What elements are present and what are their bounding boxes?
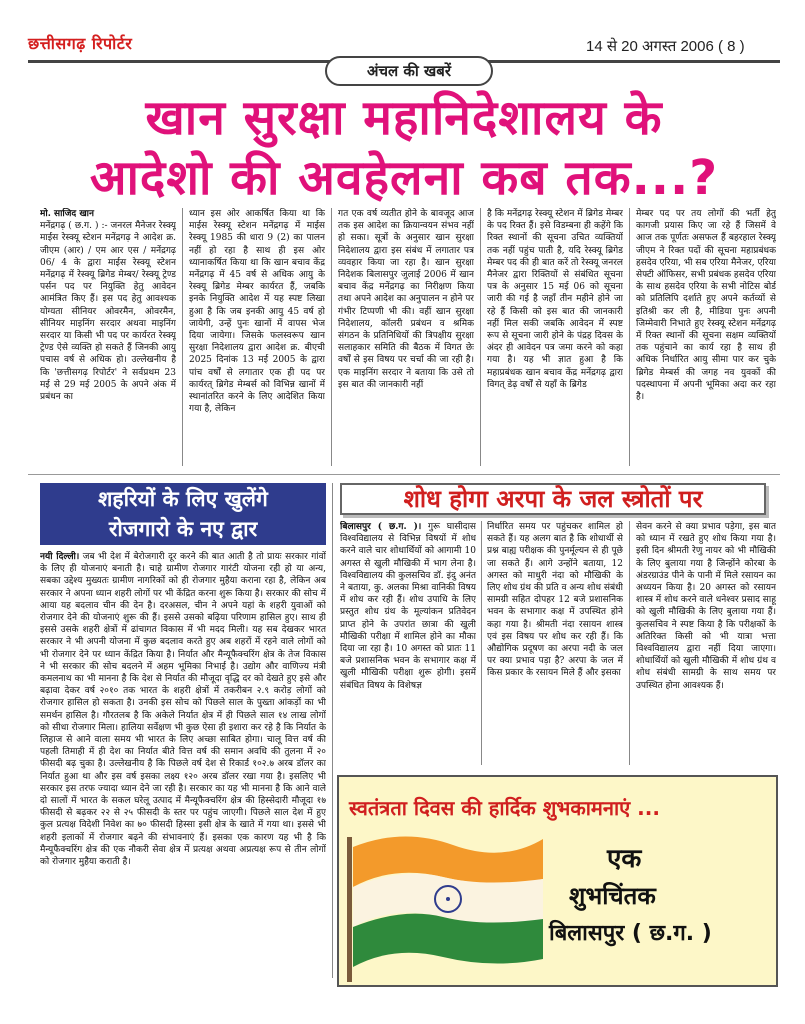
article1-byline: मो. साजिद खान — [40, 209, 95, 219]
issue-date-page: 14 से 20 अगस्त 2006 ( 8 ) — [586, 38, 745, 55]
article3-dateline: बिलासपुर ( छ.ग. )। — [340, 522, 422, 532]
article3-col-1-text: गुरू घासीदास विश्वविद्यालय से विभिन्न विषयों में शोध करने वाले चार शोधार्थियों को आगामी 10 अगस्त से खुली मौखिकी में भाग लेना है। विश्वविद्यालय की कुलसचिव डॉ. इंदु अनंत ने बताया, कु. अलका मिश्रा वानिकी विषय में शोध कर रही हैं। शोध उपाधि के लिए प्रस्तुत शोध ग्रंथ के मूल्यांकन प्रतिवेदन प्राप्त होने के उपरांत छात्रा की खुली मौखिकी परीक्षा में शामिल होने का मौका दिया जा रहा है। 10 अगस्त को प्रातः 11 बजे प्रशासनिक भवन के सभागार कक्ष में खुली मौखिकी परीक्षा शुरू होगी। इसमें संबंधित विषय के विशेषज्ञ — [340, 522, 476, 691]
article3-col-2: निर्धारित समय पर पहुंचकर शामिल हो सकते हैं। यह अलग बात है कि शोधार्थी से प्रश्न बाह्य परीक्षक की पुनर्मूल्यन से ही पूछे जा सकते हैं। आगे उन्होंने बताया, 12 अगस्त को माधुरी नंदा को मौखिकी के लिए शोध ग्रंथ की प्रति व अन्य शोध संबंधी सामग्री सहित दोपहर 12 बजे प्रशासनिक भवन के सभागार कक्ष में उपस्थित होने कहा गया है। श्रीमती नंदा रसायन शास्त्र एवं इस विषय पर शोध कर रही हैं। कि औद्योगिक प्रदूषण का अरपा नदी के जल पर क्या प्रभाव पड़ा है? अरपा के जल में किस प्रकार के रसायन मिले हैं और इसका — [487, 522, 623, 679]
column-divider — [182, 208, 183, 466]
article1-col-1 — [40, 208, 176, 466]
column-divider — [481, 521, 482, 765]
article2-title-banner — [40, 483, 326, 545]
indian-flag-icon — [343, 827, 543, 982]
article1-col-1-text: मनेंद्रगढ़ ( छ.ग. ) :- जनरल मैनेजर रेस्क्यू माईस रेस्क्यू स्टेशन मनेंद्रगढ़ ने आदेश क्र. जीएम (आर) / एम आर एस / मनेंद्रगढ़ 06/ 4 के द्वारा माईस रेस्क्यू स्टेशन मनेंद्रगढ़ में रेस्क्यू ब्रिगेड मेम्बर/ रेस्क्यू ट्रेण्ड पर्सन पद पर नियुक्ति हेतु आवेदन आमंत्रित किए हैं। इस पद हेतु आवश्यक योग्यता सीनियर ओवरमैन, ओवरमैन, सीनियर माइनिंग सरदार अथवा माइनिंग सरदार या किसी भी पद पर कार्यरत रेस्क्यू ट्रेण्ड ऐसे व्यक्ति हो सकते हैं जिनकी आयु पचास वर्ष से अधिक हो। उल्लेखनीय है कि 'छत्तीसगढ़ रिपोर्टर' ने सर्वप्रथम 23 मई से 29 मई 2005 के अपने अंक में प्रबंधन का — [40, 221, 176, 403]
column-divider — [629, 521, 630, 765]
article1-col-2: ध्यान इस ओर आकर्षित किया था कि माईस रेस्क्यू स्टेशन मनेंद्रगढ़ में माईस रेस्क्यू 1985 की धारा 9 (2) का पालन नहीं हो रहा है साथ ही इस ओर ध्यानाकर्षित किया था कि खान बचाव केंद्र मनेंद्रगढ़ में 45 वर्ष से अधिक आयु के रेस्क्यू ब्रिगेड मेम्बर कार्यरत हैं, जबकि इनके नियुक्ति आदेश में यह स्पष्ट लिखा हुआ है कि जब इनकी आयु 45 वर्ष हो जायेगी, उन्हें पुनः खानों में वापस भेज दिया जायेगा। जिसके फलस्वरूप खान सुरक्षा निदेशालय द्वारा आदेश क्र. बीएची 2025 दिनांक 13 मई 2005 के द्वारा पांच वर्षों से लगातार एक ही पद पर कार्यरत् ब्रिगेड मेम्बर्स को विभिन्न खानों में स्थानांतरित करने के लिए आदेशित किया गया है, लेकिन — [189, 209, 325, 415]
article1-col-5: मेम्बर पद पर तय लोगों की भर्ती हेतु कागजी प्रयास किए जा रहे हैं जिसमें वे आज तक पूर्णतः असफल हैं बहरहाल रेस्क्यू जीएम ने रिक्त पदों की सूचना महाप्रबंधक हसदेव एरिया, भी सब एरिया मैनेजर, एरिया सेफ्टी ऑफिसर, सभी प्रबंधक हसदेव एरिया के साथ हसदेव एरिया के सभी नोटिस बोर्ड को प्रतिलिपि दर्शाते हुए अपने कर्तव्यों से इतिश्री कर ली है, मीडिया पुनः अपनी जिम्मेवारी निभाते हुए रेस्क्यू स्टेशन मनेंद्रगढ़ में रिक्त स्थानों की सूचना सक्षम व्यक्तियों तक पहुंचाने का कार्य रहा है साथ ही अधिक निर्धारित आयु सीमा पार कर चुके ब्रिगेड मेम्बर्स की जगह नव युवकों की पदस्थापना में अपनी भूमिका अदा कर रहा है। — [636, 209, 776, 403]
article2-dateline: नयी दिल्ली। — [40, 552, 80, 562]
article1-col-3: गत एक वर्ष व्यतीत होने के बावजूद आज तक इस आदेश का क्रियान्वयन संभव नहीं हो सका। सूत्रों के अनुसार खान सुरक्षा निदेशालय द्वारा इस संबंध में लगातार पत्र व्यवहार किया जा रहा है। खान सुरक्षा निदेशक बिलासपुर जुलाई 2006 में खान बचाव केंद्र मनेंद्रगढ़ का निरीक्षण किया तथा अपने आदेश का अनुपालन न होने पर गंभीर टिप्पणी भी की। वहीं खान सुरक्षा निदेशालय, कॉलरी प्रबंधन व श्रमिक संगठन के प्रतिनिधियों की त्रिपक्षीय सुरक्षा सलाहकार समिति की बैठक में विगत छेः वर्षों से इस विषय पर चर्चा की जा रही है। एक माइनिंग सरदार ने बताया कि उसे तो इस बात की जानकारी नहीं — [338, 209, 474, 390]
greeting-line-well-wisher: शुभचिंतक — [569, 882, 656, 910]
main-headline — [28, 88, 780, 208]
article2-title-line-2: रोजगारो के नए द्वार — [108, 517, 258, 541]
article3-title: शोध होगा अरपा के जल स्त्रोतों पर — [340, 483, 766, 515]
article2-title-line-1: शहरियों के लिए खुलेंगे — [98, 487, 268, 511]
headline-line-2: आदेशो की अवहेलना कब तक...? — [89, 150, 719, 206]
independence-day-greeting — [337, 775, 778, 987]
article2-body-text: जब भी देश में बेरोजगारी दूर करने की बात आती है तो प्रायः सरकार गांवों के लिए ही योजनाएं बनाती है। चाहे ग्रामीण रोजगार गारंटी योजना रही हो या अन्य, सबका उद्देश्य मुख्यतः ग्रामीण नागरिकों को ही रोजगार मुहैया कराना रहा है, लेकिन अब सरकार ने अपना ध्यान शहरी लोगों पर भी केंद्रित करना शुरू किया है। सरकार की सोच में आया यह बदलाव चीन की देन है। दरअसल, चीन ने अपने यहां के शहरी युवाओं को रोजगार देने की योजनाएं शुरू की हैं। इससे उसको बढ़िया परिणाम हासिल हुए। साथ ही इससे उसके शहरी क्षेत्रों में ढांचागत विकास में भी मदद मिली। यह सब देखकर भारत सरकार ने भी अपनी योजना में कुछ बदलाव करते हुए अब शहरों में रहने वाले लोगों को भी रोजगार देने पर ध्यान केंद्रित किया है। निर्यात और मैन्यूफैक्चरिंग क्षेत्र के तेज विकास ने भी सरकार की सोच बदलने में अहम भूमिका निभाई है। उद्योग और वाणिज्य मंत्री कमलनाथ का भी मानना है कि देश से निर्यात की मौजूदा वृद्धि दर को देखते हुए इसे और बढ़ावा देकर वर्ष २०१० तक भारत के शहरी क्षेत्रों में तकरीबन २.९ करोड़ लोगों को रोजगार हासिल हो सकता है। उनकी इस सोच को पिछले साल के पुख्ता आंकड़ों का भी समर्थन हासिल है। गौरतलब है कि अकेले निर्यात क्षेत्र में ही पिछले साल १४ लाख लोगों को सीधा रोजगार मिला। हालिया सर्वेक्षण भी कुछ ऐसा ही इशारा कर रहे है कि निर्यात के लिहाज से आने वाला समय भी भारत के लिए अच्छा साबित होगा। चालू वित्त वर्ष की पहली तिमाही में ही देश का निर्यात बीते वित्त वर्ष की समान अवधि की तुलना में २० फीसदी बढ़ चुका है। उल्लेखनीय है कि पिछले वर्ष देश से रिकार्ड १०२.७ अरब डॉलर का निर्यात हुआ था और इस वर्ष इसका लक्ष्य १२० अरब डॉलर रखा गया है। इसलिए भी सरकार इस तरफ ज्यादा ध्यान देने जा रही है। सरकार का यह भी मानना है कि आने वाले दो सालों में भारत के सकल घरेलू उत्पाद में मैन्यूफैक्चरिंग क्षेत्र की हिस्सेदारी मौजूदा १७ फीसदी से बढ़कर २२ से २५ फीसदी के स्तर पर पहुंच जाएगी। पिछले साल देश में हुए कुल प्रत्यक्ष विदेशी निवेश का ७० फीसदी हिस्सा इसी क्षेत्र के खाते में गया था। इससे भी शहरी इलाकों में रोजगार बढ़ने की संभावनाएं हैं। इसका एक कारण यह भी है कि मैन्यूफैक्चरिंग क्षेत्र की एक नौकरी सेवा क्षेत्र में प्रत्यक्ष अथवा अप्रत्यक्ष रूप से तीन लोगों को रोजगार मुहैया कराती है। — [40, 552, 326, 868]
column-divider — [629, 208, 630, 466]
greeting-line-place: बिलासपुर ( छ.ग. ) — [549, 921, 712, 946]
section-label: अंचल की खबरें — [325, 56, 493, 86]
headline-line-1: खान सुरक्षा महानिदेशालय के — [145, 90, 663, 146]
paper-name: छत्तीसगढ़ रिपोर्टर — [28, 34, 133, 53]
article2-body — [40, 551, 326, 977]
article3-col-3: सेवन करने से क्या प्रभाव पड़ेगा, इस बात को ध्यान में रखते हुए शोध किया गया है। इसी दिन श्रीमती रेणु नायर को भी मौखिकी के लिए बुलाया गया है जिन्होंने कोरबा के अंडरग्राउंड पीने के पानी में मिले रसायन का अध्ययन किया है। 20 अगस्त को रसायन शास्त्र में शोध करने वाले धनेश्वर प्रसाद साहू को खुली मौखिकी के लिए बुलाया गया हैं। कुलसचिव ने स्पष्ट किया है कि परीक्षकों के अतिरिक्त किसी को भी यात्रा भत्ता विश्वविद्यालय द्वारा नहीं दिया जाएगा। शोधार्थियों को खुली मौखिकी में शोध ग्रंथ व शोध संबंधी सामग्री के साथ समय पर उपस्थित होना आवश्यक हैं। — [636, 522, 776, 691]
article3-col-1 — [340, 521, 476, 765]
section-rule — [28, 474, 780, 475]
column-divider — [331, 208, 332, 466]
greeting-title: स्वतंत्रता दिवस की हार्दिक शुभकामनाएं ... — [349, 796, 660, 820]
article1-col-4: है कि मनेंद्रगढ़ रेस्क्यू स्टेशन में ब्रिगेड मेम्बर के पद रिक्त हैं। इसे विडम्बना ही कहेंगे कि रिक्त स्थानों की सूचना उचित व्यक्तियों तक नहीं पहुंच पाती है, यदि रेस्क्यू ब्रिगेड मेम्बर पद की ही बात करें तो रेस्क्यू जनरल मैनेजर द्वारा रिक्तियों से संबंधित सूचना पत्र के अनुसार 15 मई 06 को सूचना जारी की गई है जहाँ तीन महीने होने जा रहे हैं किसी को इस बात की जानकारी नहीं मिल सकी जबकि आवेदन में स्पष्ट रूप से सूचना जारी होने के पंद्रह दिवस के अंदर ही आवेदन पत्र जमा करने को कहा गया है। यह भी ज्ञात हुआ है कि महाप्रबंधक खान बचाव केंद्र मनेंद्रगढ़ द्वारा विगत् डेढ़ वर्षों से यहाँ के ब्रिगेड — [487, 209, 623, 390]
column-divider — [332, 483, 333, 978]
greeting-line-ek: एक — [607, 844, 642, 874]
column-divider — [480, 208, 481, 466]
